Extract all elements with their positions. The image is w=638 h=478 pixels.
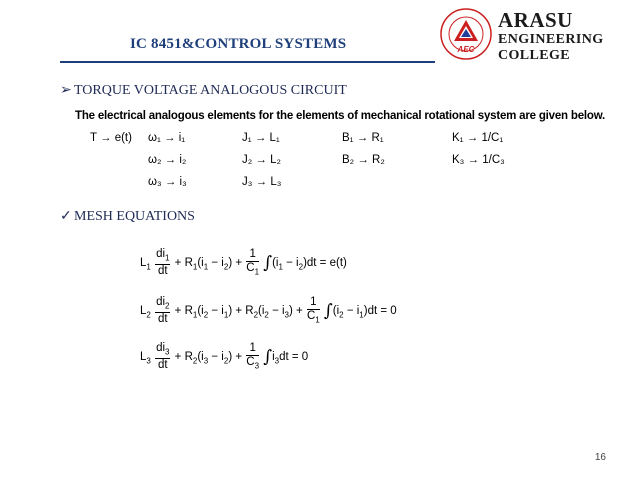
- mapping-cell: J₂ → L₂: [242, 154, 281, 166]
- integral-sign: ∫: [263, 253, 273, 274]
- logo-initials: AEC: [457, 45, 475, 54]
- derivative-fraction: $\frac{di_3}{dt}$: [156, 342, 170, 372]
- check-bullet-icon: ✓: [60, 209, 72, 224]
- mapping-cell: B₂ → R₂: [342, 154, 385, 166]
- integral-sign: ∫: [263, 347, 273, 368]
- capacitance-fraction: $\frac{1}{C_1}$: [306, 296, 320, 325]
- mapping-cell: K₃ → 1/C₃: [452, 154, 505, 166]
- derivative-fraction: $\frac{di_1}{dt}$: [156, 248, 170, 278]
- mapping-cell: J₁ → L₁: [242, 132, 280, 144]
- capacitance-fraction: $\frac{1}{C_3}$: [246, 342, 260, 371]
- college-name: ARASU: [498, 8, 573, 32]
- section-heading-mesh: [60, 208, 195, 225]
- mesh-equation-1: $L_1$ $\frac{di_1}{dt}$ + $R_1(i_1 - i_2)$ + $\frac{1}{C_1}$ $\int(i_1 - i_2)dt = e(t)$: [140, 248, 347, 278]
- mesh-equation-2: $L_2$ $\frac{di_2}{dt}$ + $R_1(i_2 - i_1) + R_2(i_2 - i_3)$ + $\frac{1}{C_1}$ $\int(i_2 - i_1)dt = 0$: [140, 296, 397, 326]
- integral-sign: ∫: [323, 301, 333, 322]
- intro-sentence: The electrical analogous elements for the elements of mechanical rotational system are given below.: [75, 110, 606, 122]
- course-title: IC 8451&CONTROL SYSTEMS: [130, 36, 347, 52]
- mapping-cell: ω₁ → i₁: [148, 132, 186, 144]
- college-logo-icon: [440, 8, 492, 60]
- mesh-equation-3: $L_3$ $\frac{di_3}{dt}$ + $R_2(i_3 - i_2)$ + $\frac{1}{C_3}$ $\int i_3dt = 0$: [140, 342, 309, 372]
- college-name-block: [498, 8, 604, 64]
- derivative-fraction: $\frac{di_2}{dt}$: [156, 296, 170, 326]
- capacitance-fraction: $\frac{1}{C_1}$: [246, 248, 260, 277]
- page-number: 16: [594, 452, 606, 463]
- title-underline: [60, 61, 435, 63]
- mapping-cell: K₁ → 1/C₁: [452, 132, 504, 144]
- arrow-bullet-icon: ➢: [60, 83, 72, 98]
- section-heading-text: MESH EQUATIONS: [74, 209, 195, 224]
- mapping-cell: ω₂ → i₂: [148, 154, 187, 166]
- college-name-line2: ENGINEERING: [498, 32, 604, 47]
- college-name-line3: COLLEGE: [498, 48, 571, 63]
- mapping-cell: ω₃ → i₃: [148, 176, 187, 188]
- mapping-cell: J₃ → L₃: [242, 176, 282, 188]
- mapping-cell: B₁ → R₁: [342, 132, 384, 144]
- section-heading-torque: [60, 82, 347, 99]
- section-heading-text: TORQUE VOLTAGE ANALOGOUS CIRCUIT: [74, 83, 347, 98]
- mapping-cell: T → e(t): [90, 132, 132, 144]
